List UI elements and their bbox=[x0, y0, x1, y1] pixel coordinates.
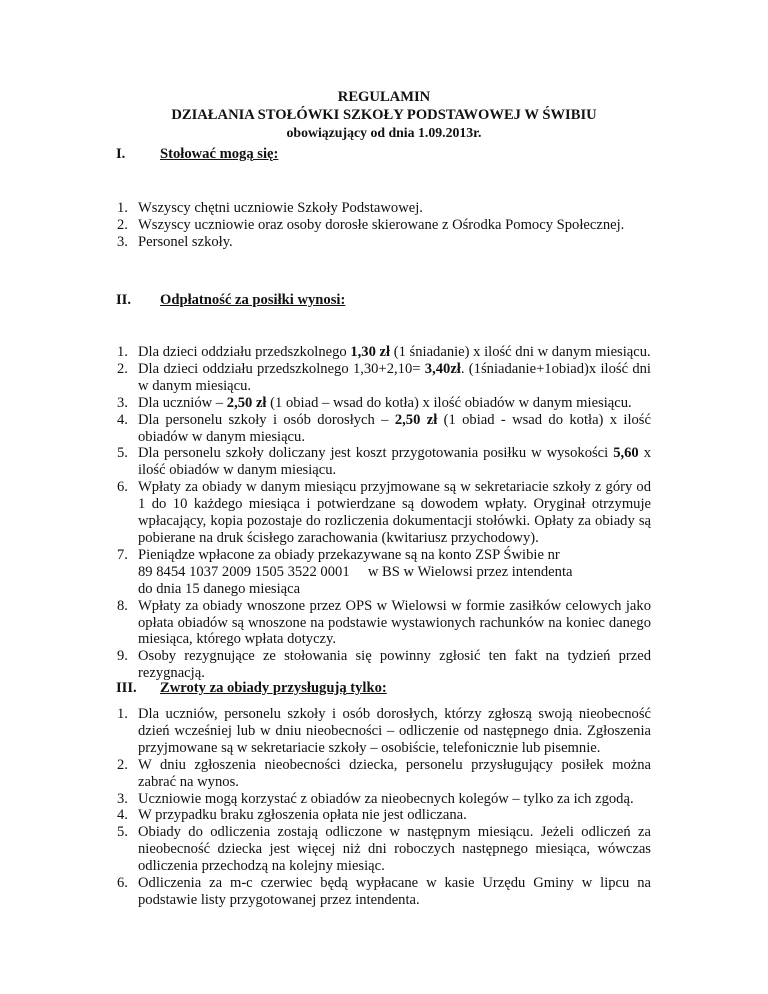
list-item: 7. Pieniądze wpłacone za obiady przekazywane są na konto ZSP Świbie nr 89 8454 1037 2009 1505 3522 0001 w BS w Wielowsi przez intendenta do dnia 15 danego miesiąca bbox=[117, 546, 573, 597]
price: 2,50 zł bbox=[394, 411, 438, 428]
list-item: 6. Wpłaty za obiady w danym miesiącu przyjmowane są w sekretariacie szkoły z góry od 1 do 10 każdego miesiąca i potwierdzane są dowodem wpłaty. Oryginał otrzymuje wpłacający, kopia pozostaje do rozliczenia dokumentacji stołówki. Opłaty za obiady są pobierane na druk ścisłego zarachowania (kwitariusz przychodowy). bbox=[117, 479, 651, 546]
list-item: 4. Dla personelu szkoły i osób dorosłych – 2,50 zł (1 obiad - wsad do kotła) x ilość obiadów w danym miesiącu. bbox=[117, 411, 651, 445]
list-item: 9. Osoby rezygnujące ze stołowania się powinny zgłosić ten fakt na tydzień przed rezygnacją. bbox=[117, 648, 651, 682]
list-item: 2. Wszyscy uczniowie oraz osoby dorosłe skierowane z Ośrodka Pomocy Społecznej. bbox=[117, 216, 625, 233]
list-item: 1. Wszyscy chętni uczniowie Szkoły Podstawowej. bbox=[117, 200, 423, 216]
price: 2,50 zł bbox=[226, 394, 267, 411]
list-item: 3. Uczniowie mogą korzystać z obiadów za nieobecnych kolegów – tylko za ich zgodą. bbox=[117, 790, 634, 807]
list-item: 1. Dla uczniów, personelu szkoły i osób dorosłych, którzy zgłoszą swoją nieobecność dzień wcześniej lub w dniu nieobecności – odliczenie od następnego dnia. Zgłoszenia przyjmowane są w sekretariacie szkoły – osobiście, telefonicznie lub pisemnie. bbox=[117, 706, 651, 756]
bank-account-number: 89 8454 1037 2009 1505 3522 0001 bbox=[138, 563, 350, 580]
section-title: Stołować mogą się: bbox=[160, 146, 279, 162]
list-item: 2. W dniu zgłoszenia nieobecności dziecka, personelu przysługujący posiłek można zabrać na wynos. bbox=[117, 756, 651, 790]
price: 1,30 zł bbox=[350, 344, 391, 360]
title-line-1: REGULAMIN bbox=[337, 89, 431, 105]
section-number: I. bbox=[116, 146, 126, 162]
list-item: 3. Personel szkoły. bbox=[117, 233, 233, 250]
list-item: 3. Dla uczniów – 2,50 zł (1 obiad – wsad do kotła) x ilość obiadów w danym miesiącu. bbox=[117, 394, 632, 411]
section-2-list bbox=[117, 344, 651, 682]
list-item: 5. Dla personelu szkoły doliczany jest koszt przygotowania posiłku w wysokości 5,60 x ilość obiadów w danym miesiącu. bbox=[117, 445, 651, 479]
list-item: 1. Dla dzieci oddziału przedszkolnego 1,30 zł (1 śniadanie) x ilość dni w danym miesiącu. bbox=[117, 344, 651, 360]
list-item: 2. Dla dzieci oddziału przedszkolnego 1,30+2,10= 3,40zł. (1śniadanie+1obiad)x ilość dni w danym miesiącu. bbox=[117, 360, 651, 394]
list-item: 8. Wpłaty za obiady wnoszone przez OPS w Wielowsi w formie zasiłków celowych jako opłata obiadów są wnoszone na podstawie wystawionych rachunków na koniec danego miesiąca, którego wpłata dotyczy. bbox=[117, 597, 651, 648]
section-number: III. bbox=[116, 680, 137, 696]
section-title: Zwroty za obiady przysługują tylko: bbox=[160, 680, 387, 696]
price: 5,60 bbox=[613, 445, 639, 462]
list-item: 5. Obiady do odliczenia zostają odliczone w następnym miesiącu. Jeżeli odliczeń za nieobecność dziecka jest więcej niż dni roboczych następnego miesiąca, wówczas odliczenia przechodzą na kolejny miesiąc. bbox=[117, 824, 651, 875]
list-item: 6. Odliczenia za m-c czerwiec będą wypłacane w kasie Urzędu Gminy w lipcu na podstawie listy przygotowanej przez intendenta. bbox=[117, 875, 651, 908]
price: 3,40zł bbox=[424, 360, 461, 377]
title-line-2: DZIAŁANIA STOŁÓWKI SZKOŁY PODSTAWOWEJ W ŚWIBIU bbox=[171, 107, 597, 123]
section-number: II. bbox=[116, 292, 132, 308]
section-3-heading bbox=[116, 680, 387, 697]
title-line-3: obowiązujący od dnia 1.09.2013r. bbox=[286, 125, 482, 140]
section-1-list bbox=[117, 200, 651, 251]
section-3-list bbox=[117, 706, 651, 909]
section-2-heading bbox=[116, 292, 345, 309]
list-item: 4. W przypadku braku zgłoszenia opłata nie jest odliczana. bbox=[117, 807, 467, 824]
section-1-heading bbox=[116, 146, 278, 163]
document-title bbox=[0, 88, 768, 142]
section-title: Odpłatność za posiłki wynosi: bbox=[160, 292, 346, 308]
